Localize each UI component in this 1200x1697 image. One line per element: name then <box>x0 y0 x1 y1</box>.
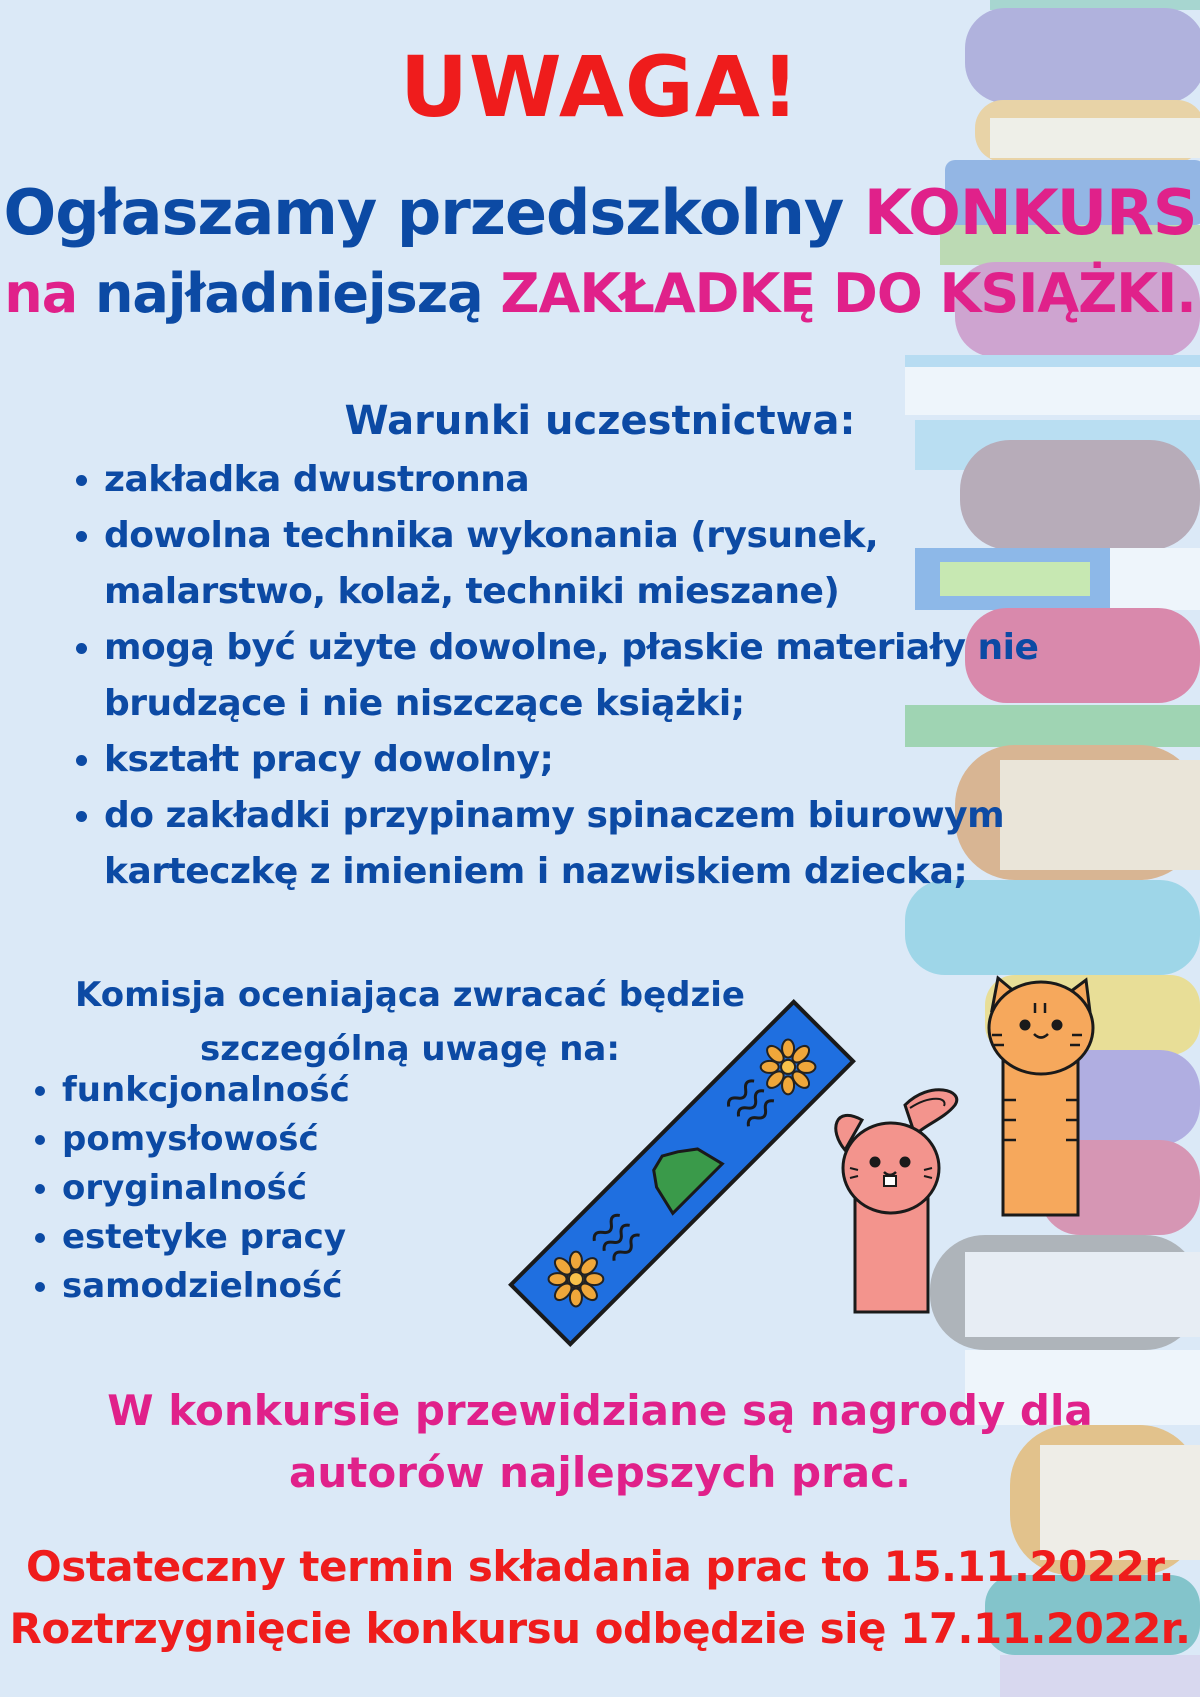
jury-criterion: • pomysłowość <box>62 1115 350 1164</box>
bunny-bookmark-icon <box>836 1090 957 1312</box>
announcement-konkurs: KONKURS <box>863 176 1197 249</box>
warning-heading: UWAGA! <box>399 38 801 136</box>
jury-title-line-2: szczególną uwagę na: <box>200 1029 620 1069</box>
patterned-bookmark-icon <box>511 1002 853 1344</box>
conditions-item: • zakładka dwustronna <box>104 452 1184 508</box>
jury-criterion: • oryginalność <box>62 1164 350 1213</box>
conditions-item: • dowolna technika wykonania (rysunek, malarstwo, kolaż, techniki mieszane) <box>104 508 1034 620</box>
cat-bookmark-icon <box>989 978 1093 1215</box>
announcement-line-2-na: na <box>4 262 95 325</box>
jury-criterion: • samodzielność <box>62 1262 350 1311</box>
conditions-item: • kształt pracy dowolny; <box>104 732 1184 788</box>
jury-title-line-1: Komisja oceniająca zwracać będzie <box>74 975 745 1015</box>
announcement-zakladka: ZAKŁADKĘ DO KSIĄŻKI. <box>500 262 1196 325</box>
deadline-line-2: Roztrzygnięcie konkursu odbędzie się 17.11.2022r. <box>9 1604 1191 1653</box>
announcement-line-1-prefix: Ogłaszamy przedszkolny <box>3 176 864 249</box>
jury-criterion: • estetyke pracy <box>62 1213 350 1262</box>
jury-criterion: • funkcjonalność <box>62 1066 350 1115</box>
deadline-line-1: Ostateczny termin składania prac to 15.11.2022r. <box>26 1542 1174 1591</box>
announcement-line-2-mid: najładniejszą <box>94 262 501 325</box>
conditions-title: Warunki uczestnictwa: <box>344 398 856 444</box>
conditions-item: • do zakładki przypinamy spinaczem biurowym karteczkę z imieniem i nazwiskiem dziecka; <box>104 788 1114 900</box>
prize-line-1: W konkursie przewidziane są nagrody dla <box>107 1386 1093 1435</box>
conditions-item: • mogą być użyte dowolne, płaskie materiały nie brudzące i nie niszczące książki; <box>104 620 1134 732</box>
prize-line-2: autorów najlepszych prac. <box>289 1448 911 1497</box>
